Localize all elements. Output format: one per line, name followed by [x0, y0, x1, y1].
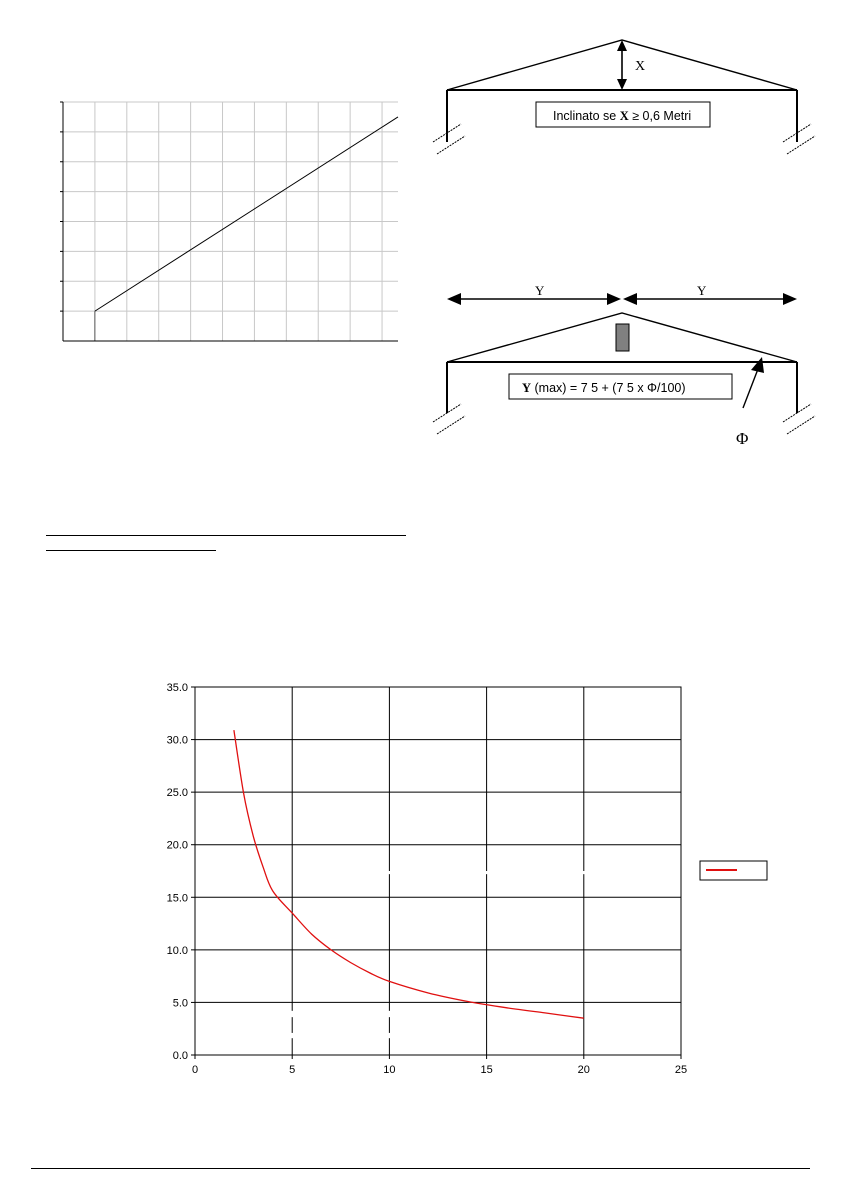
span-right-label: Y	[697, 283, 707, 298]
y-tick-label: 10.0	[166, 944, 188, 957]
span-left-arrow-start	[447, 293, 461, 305]
y-tick-label: 0.0	[172, 1050, 188, 1062]
main-chart-x-tick-labels	[192, 1064, 687, 1076]
x-tick-label: 10	[383, 1064, 396, 1076]
main-chart-series-curve	[234, 730, 584, 1018]
x-tick-label: 25	[674, 1064, 688, 1076]
main-chart-grid	[195, 687, 681, 1055]
angle-label: Φ	[736, 429, 749, 448]
roof-height-diagram	[425, 30, 825, 180]
y-tick-label: 30.0	[166, 734, 188, 747]
x-tick-label: 20	[577, 1064, 590, 1076]
angle-pointer-line	[743, 369, 758, 408]
span-left-arrow-end	[607, 293, 621, 305]
left-ground-hatch-2	[433, 404, 465, 434]
y-tick-label: 5.0	[172, 997, 188, 1010]
underline-line-1	[46, 535, 406, 536]
note-text: Inclinato se X ≥ 0,6 Metri	[553, 109, 692, 123]
top-chart-series-line	[95, 117, 398, 311]
ridge-block	[616, 324, 629, 351]
span-right-arrow-start	[623, 293, 637, 305]
y-tick-label: 35.0	[166, 682, 188, 694]
roof-span-diagram	[425, 278, 825, 458]
top-line-chart	[0, 0, 410, 360]
y-tick-label: 20.0	[166, 839, 188, 852]
span-left-label: Y	[535, 283, 545, 298]
y-tick-label: 15.0	[166, 892, 188, 905]
main-curve-chart	[0, 660, 841, 1090]
x-tick-label: 5	[289, 1064, 296, 1076]
right-ground-hatch-2	[783, 404, 815, 434]
main-chart-frame	[195, 687, 681, 1055]
top-chart-grid	[63, 102, 398, 341]
left-ground-hatch	[433, 124, 465, 154]
x-tick-label: 15	[480, 1064, 493, 1076]
height-label: X	[635, 59, 646, 74]
footer-rule	[31, 1168, 810, 1169]
y-tick-label: 25.0	[166, 787, 188, 800]
formula-text: Y (max) = 7 5 + (7 5 x Φ/100)	[522, 381, 686, 395]
span-right-arrow-end	[783, 293, 797, 305]
angle-pointer-arrow	[751, 357, 764, 373]
main-chart-legend	[700, 861, 767, 880]
x-tick-label: 0	[191, 1064, 199, 1076]
right-ground-hatch	[783, 124, 815, 154]
height-arrow-down	[617, 79, 627, 90]
underline-line-2	[46, 550, 216, 551]
main-chart-y-tick-labels	[167, 682, 188, 1062]
